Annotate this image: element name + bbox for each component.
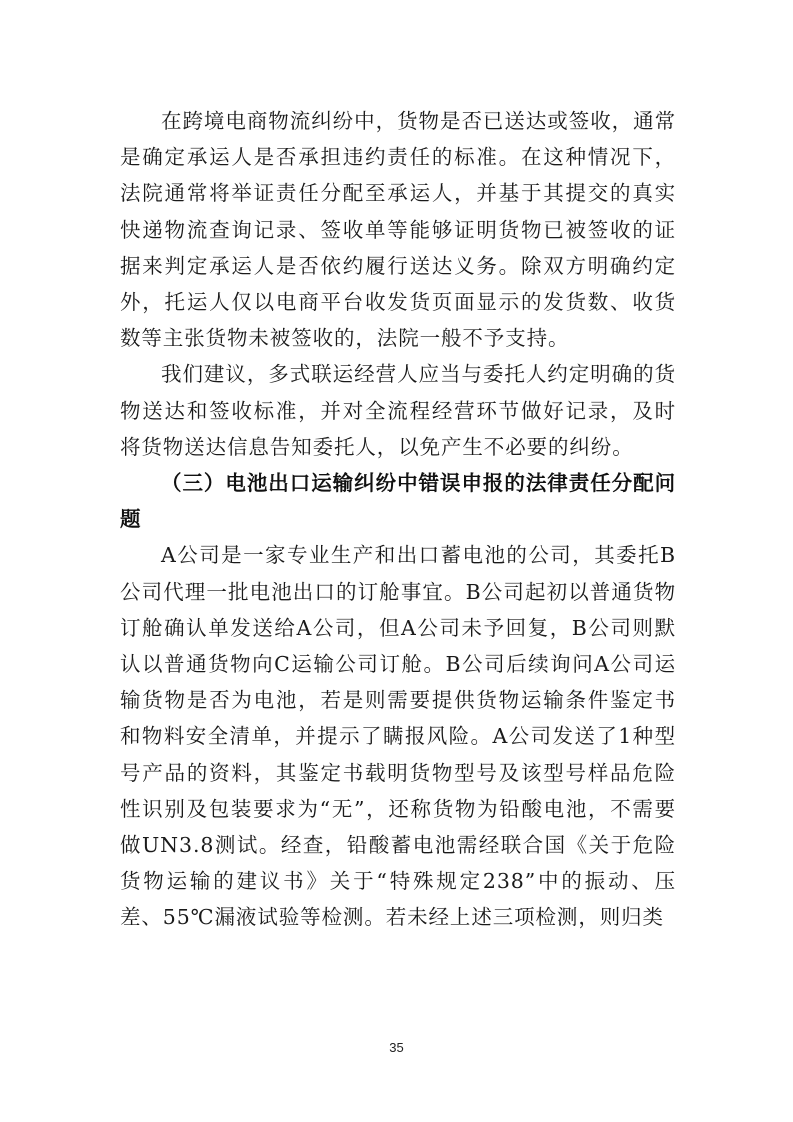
section-heading: （三）电池出口运输纠纷中错误申报的法律责任分配问题	[120, 471, 676, 532]
paragraph-battery-case: A公司是一家专业生产和出口蓄电池的公司，其委托B公司代理一批电池出口的订舱事宜。B公司起初以普通货物订舱确认单发送给A公司，但A公司未予回复，B公司则默认以普通货物向C运输公司订舱。B公司后续询问A公司运输货物是否为电池，若是则需要提供货物运输条件鉴定书和物料安全清单，并提示了瞒报风险。A公司发送了1种型号产品的资料，其鉴定书载明货物型号及该型号样品危险性识别及包装要求为“无”，还称货物为铅酸电池，不需要做UN3.8测试。经查，铅酸蓄电池需经联合国《关于危险货物运输的建议书》关于“特殊规定238”中的振动、压差、55℃漏液试验等检测。若未经上述三项检测，则归类	[120, 543, 676, 930]
body-text	[120, 103, 676, 936]
paragraph-delivery-dispute: 在跨境电商物流纠纷中，货物是否已送达或签收，通常是确定承运人是否承担违约责任的标准。在这种情况下，法院通常将举证责任分配至承运人，并基于其提交的真实快递物流查询记录、签收单等能够证明货物已被签收的证据来判定承运人是否依约履行送达义务。除双方明确约定外，托运人仅以电商平台收发货页面显示的发货数、收货数等主张货物未被签收的，法院一般不予支持。	[120, 109, 676, 351]
page-number: 35	[389, 1040, 404, 1055]
paragraph-recommendation: 我们建议，多式联运经营人应当与委托人约定明确的货物送达和签收标准，并对全流程经营环节做好记录，及时将货物送达信息告知委托人，以免产生不必要的纠纷。	[120, 362, 676, 459]
